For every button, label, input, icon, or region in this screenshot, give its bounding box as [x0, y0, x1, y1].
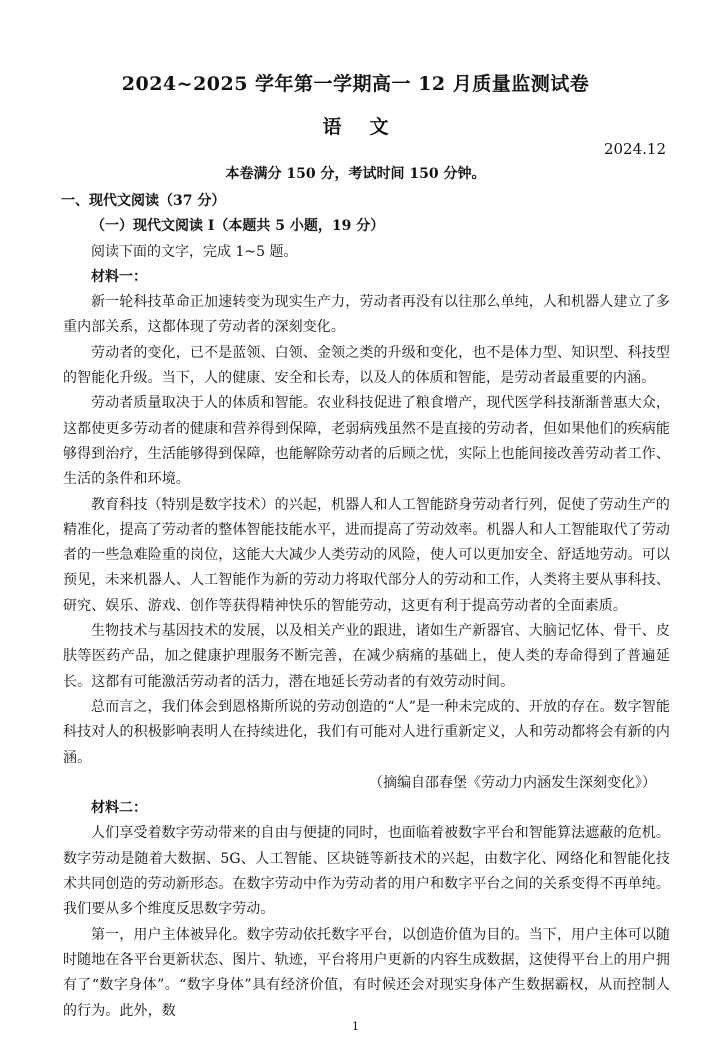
instruction: 阅读下面的文字，完成 1~5 题。	[91, 243, 298, 260]
section-heading: 一、现代文阅读（37 分）	[61, 193, 226, 209]
material-1-paragraph: 总而言之，我们体会到恩格斯所说的劳动创造的“人”是一种未完成的、开放的存在。数字智能科技对人的积极影响表明人在持续进化，我们有可能对人进行重新定义，人和劳动都将会有新的内涵。	[63, 698, 670, 766]
subject-title: 语文	[322, 116, 417, 138]
exam-title: 2024~2025 学年第一学期高一 12 月质量监测试卷	[121, 73, 590, 95]
reading-section	[63, 189, 670, 1024]
material-1-paragraph: 教育科技（特别是数字技术）的兴起，机器人和人工智能跻身劳动者行列，促使了劳动生产的精准化，提高了劳动者的整体智能技能水平，进而提高了劳动效率。机器人和人工智能取代了劳动者的一些急难险重的岗位，这能大大减少人类劳动的风险，使人可以更加安全、舒适地劳动。可以预见，未来机器人、人工智能作为新的劳动力将取代部分人的劳动和工作，人类将主要从事科技、研究、娱乐、游戏、创作等获得精神快乐的智能劳动，这更有利于提高劳动者的全面素质。	[63, 496, 670, 614]
material-1-paragraph: 生物技术与基因技术的发展，以及相关产业的跟进，诸如生产新器官、大脑记忆体、骨干、皮肤等医药产品，加之健康护理服务不断完善，在减少病痛的基础上，使人类的寿命得到了普遍延长。这都有可能激活劳动者的活力，潜在地延长劳动者的有效劳动时间。	[63, 623, 670, 690]
material-2-paragraph: 第一，用户主体被异化。数字劳动依托数字平台，以创造价值为目的。当下，用户主体可以随时随地在各平台更新状态、图片、轨迹，平台将用户更新的内容生成数据，这使得平台上的用户拥有了“数字身体”。“数字身体”具有经济价值，有时候还会对现实身体产生数据霸权，从而控制人的行为。此外，数	[63, 926, 670, 1019]
material-2-paragraph: 人们享受着数字劳动带来的自由与便捷的同时，也面临着被数字平台和智能算法遮蔽的危机。数字劳动是随着大数据、5G、人工智能、区块链等新技术的兴起，由数字化、网络化和智能化技术共同创造的劳动新形态。在数字劳动中作为劳动者的用户和数字平台之间的关系变得不再单纯。我们要从多个维度反思数字劳动。	[63, 825, 670, 918]
material-1-label: 材料一：	[91, 268, 147, 285]
material-1-source: （摘编自邵春堡《劳动力内涵发生深刻变化》）	[369, 774, 656, 791]
page-number: 1	[352, 1020, 359, 1033]
material-1-paragraph: 新一轮科技革命正加速转变为现实生产力，劳动者再没有以往那么单纯，人和机器人建立了多重内部关系，这都体现了劳动者的深刻变化。	[63, 294, 670, 336]
material-1-paragraph: 劳动者的变化，已不是蓝领、白领、金领之类的升级和变化，也不是体力型、知识型、科技型的智能化升级。当下，人的健康、安全和长寿，以及人的体质和智能，是劳动者最重要的内涵。	[63, 344, 670, 387]
sub-section-heading: （一）现代文阅读 I（本题共 5 小题，19 分）	[91, 218, 385, 235]
material-1-paragraph: 劳动者质量取决于人的体质和智能。农业科技促进了粮食增产，现代医学科技渐渐普惠大众，这都使更多劳动者的健康和营养得到保障，老弱病残虽然不是直接的劳动者，但如果他们的疾病能够得到治疗，生活能够得到保障，也能解除劳动者的后顾之忧，实际上也能间接改善劳动者工作、生活的条件和环境。	[63, 395, 670, 488]
score-note: 本卷满分 150 分，考试时间 150 分钟。	[225, 166, 486, 182]
material-2-label: 材料二：	[91, 800, 147, 817]
exam-date: 2024.12	[603, 140, 666, 158]
